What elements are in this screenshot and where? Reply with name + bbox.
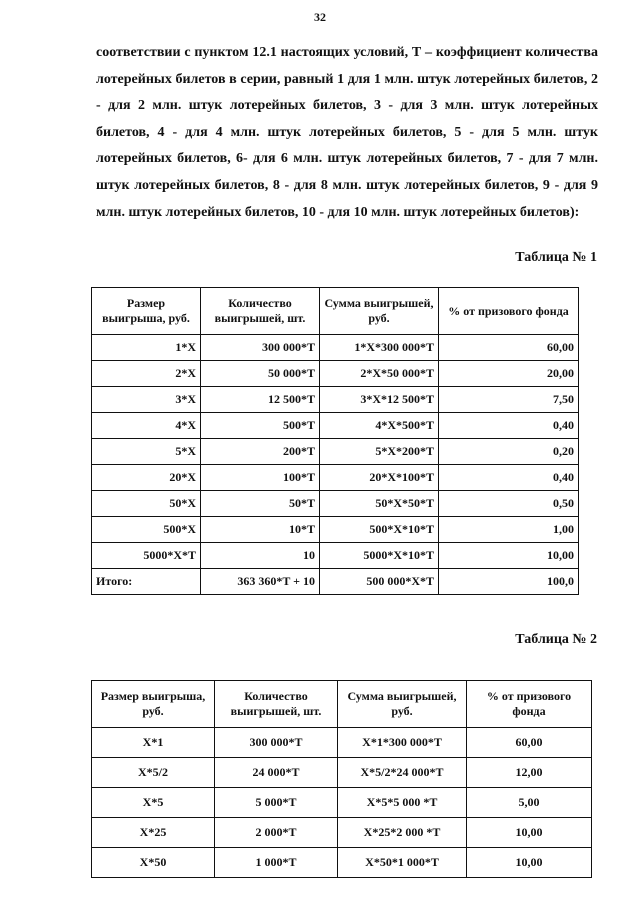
cell-prize-sum: X*5*5 000 *T (338, 788, 467, 818)
cell-prize-size: 4*X (92, 413, 201, 439)
table-row (92, 848, 592, 878)
table-row (92, 543, 579, 569)
cell-percent: 12,00 (467, 758, 592, 788)
table-row (92, 387, 579, 413)
cell-prize-size: 5*X (92, 439, 201, 465)
table-row (92, 413, 579, 439)
cell-prize-size: 20*X (92, 465, 201, 491)
cell-prize-count: 100*T (201, 465, 320, 491)
header-prize-sum: Сумма выигрышей, руб. (338, 681, 467, 728)
cell-percent: 10,00 (467, 818, 592, 848)
cell-prize-sum: X*1*300 000*T (338, 728, 467, 758)
cell-prize-size: 5000*X*T (92, 543, 201, 569)
cell-prize-size: 1*X (92, 335, 201, 361)
cell-prize-sum: 20*X*100*T (320, 465, 439, 491)
cell-prize-sum: 1*X*300 000*T (320, 335, 439, 361)
cell-percent: 1,00 (439, 517, 579, 543)
cell-prize-sum: X*50*1 000*T (338, 848, 467, 878)
header-prize-size: Размер выигрыша, руб. (92, 681, 215, 728)
cell-prize-count: 50*T (201, 491, 320, 517)
cell-prize-size: X*5 (92, 788, 215, 818)
cell-percent: 7,50 (439, 387, 579, 413)
cell-prize-count: 24 000*T (215, 758, 338, 788)
cell-prize-count: 363 360*T + 10 (201, 569, 320, 595)
table-header-row (92, 681, 592, 728)
cell-prize-count: 300 000*T (215, 728, 338, 758)
cell-percent: 60,00 (467, 728, 592, 758)
table-row (92, 517, 579, 543)
cell-prize-count: 500*T (201, 413, 320, 439)
prize-table-2 (91, 680, 592, 878)
header-percent: % от призового фонда (439, 288, 579, 335)
cell-percent: 10,00 (467, 848, 592, 878)
cell-prize-count: 5 000*T (215, 788, 338, 818)
cell-percent: 0,20 (439, 439, 579, 465)
cell-prize-sum: 500*X*10*T (320, 517, 439, 543)
cell-percent: 0,50 (439, 491, 579, 517)
cell-prize-count: 50 000*T (201, 361, 320, 387)
cell-prize-count: 1 000*T (215, 848, 338, 878)
cell-prize-count: 2 000*T (215, 818, 338, 848)
table-row (92, 818, 592, 848)
cell-prize-size: 3*X (92, 387, 201, 413)
cell-percent: 0,40 (439, 413, 579, 439)
cell-prize-sum: 5*X*200*T (320, 439, 439, 465)
cell-prize-size: X*25 (92, 818, 215, 848)
cell-prize-count: 300 000*T (201, 335, 320, 361)
table-row (92, 758, 592, 788)
table1-caption: Таблица № 1 (515, 250, 597, 265)
total-label: Итого: (92, 569, 201, 595)
cell-prize-count: 10*T (201, 517, 320, 543)
cell-percent: 100,0 (439, 569, 579, 595)
prize-table-1 (91, 287, 579, 595)
cell-prize-sum: 50*X*50*T (320, 491, 439, 517)
cell-percent: 10,00 (439, 543, 579, 569)
header-prize-count: Количество выигрышей, шт. (215, 681, 338, 728)
table-row (92, 465, 579, 491)
table-header-row (92, 288, 579, 335)
cell-prize-sum: 3*X*12 500*T (320, 387, 439, 413)
cell-prize-sum: X*25*2 000 *T (338, 818, 467, 848)
table-row (92, 788, 592, 818)
cell-prize-size: 500*X (92, 517, 201, 543)
cell-prize-sum: 500 000*X*T (320, 569, 439, 595)
header-prize-count: Количество выигрышей, шт. (201, 288, 320, 335)
cell-prize-sum: 4*X*500*T (320, 413, 439, 439)
cell-percent: 60,00 (439, 335, 579, 361)
table-row (92, 439, 579, 465)
table2-caption: Таблица № 2 (515, 632, 597, 647)
table-row (92, 728, 592, 758)
body-paragraph: соответствии с пунктом 12.1 настоящих условий, Т – коэффициент количества лотерейных билетов в серии, равный 1 для 1 млн. штук лотерейных билетов, 2 - для 2 млн. штук лотерейных билетов, 3 - для 3 млн. штук лотерейных билетов, 4 - для 4 млн. штук лотерейных билетов, 5 - для 5 млн. штук лотерейных билетов, 6- для 6 млн. штук лотерейных билетов, 7 - для 7 млн. штук лотерейных билетов, 8 - для 8 млн. штук лотерейных билетов, 9 - для 9 млн. штук лотерейных билетов, 10 - для 10 млн. штук лотерейных билетов): (96, 45, 598, 220)
cell-percent: 20,00 (439, 361, 579, 387)
table-row (92, 361, 579, 387)
cell-percent: 0,40 (439, 465, 579, 491)
cell-prize-count: 12 500*T (201, 387, 320, 413)
cell-prize-sum: 2*X*50 000*T (320, 361, 439, 387)
page-number: 32 (314, 10, 326, 24)
cell-prize-count: 10 (201, 543, 320, 569)
cell-prize-size: X*5/2 (92, 758, 215, 788)
cell-prize-count: 200*T (201, 439, 320, 465)
total-row (92, 569, 579, 595)
cell-prize-size: 2*X (92, 361, 201, 387)
table-row (92, 491, 579, 517)
cell-prize-sum: X*5/2*24 000*T (338, 758, 467, 788)
header-percent: % от призового фонда (467, 681, 592, 728)
header-prize-sum: Сумма выигрышей, руб. (320, 288, 439, 335)
cell-percent: 5,00 (467, 788, 592, 818)
cell-prize-sum: 5000*X*10*T (320, 543, 439, 569)
cell-prize-size: X*50 (92, 848, 215, 878)
header-prize-size: Размер выигрыша, руб. (92, 288, 201, 335)
cell-prize-size: X*1 (92, 728, 215, 758)
table-row (92, 335, 579, 361)
cell-prize-size: 50*X (92, 491, 201, 517)
